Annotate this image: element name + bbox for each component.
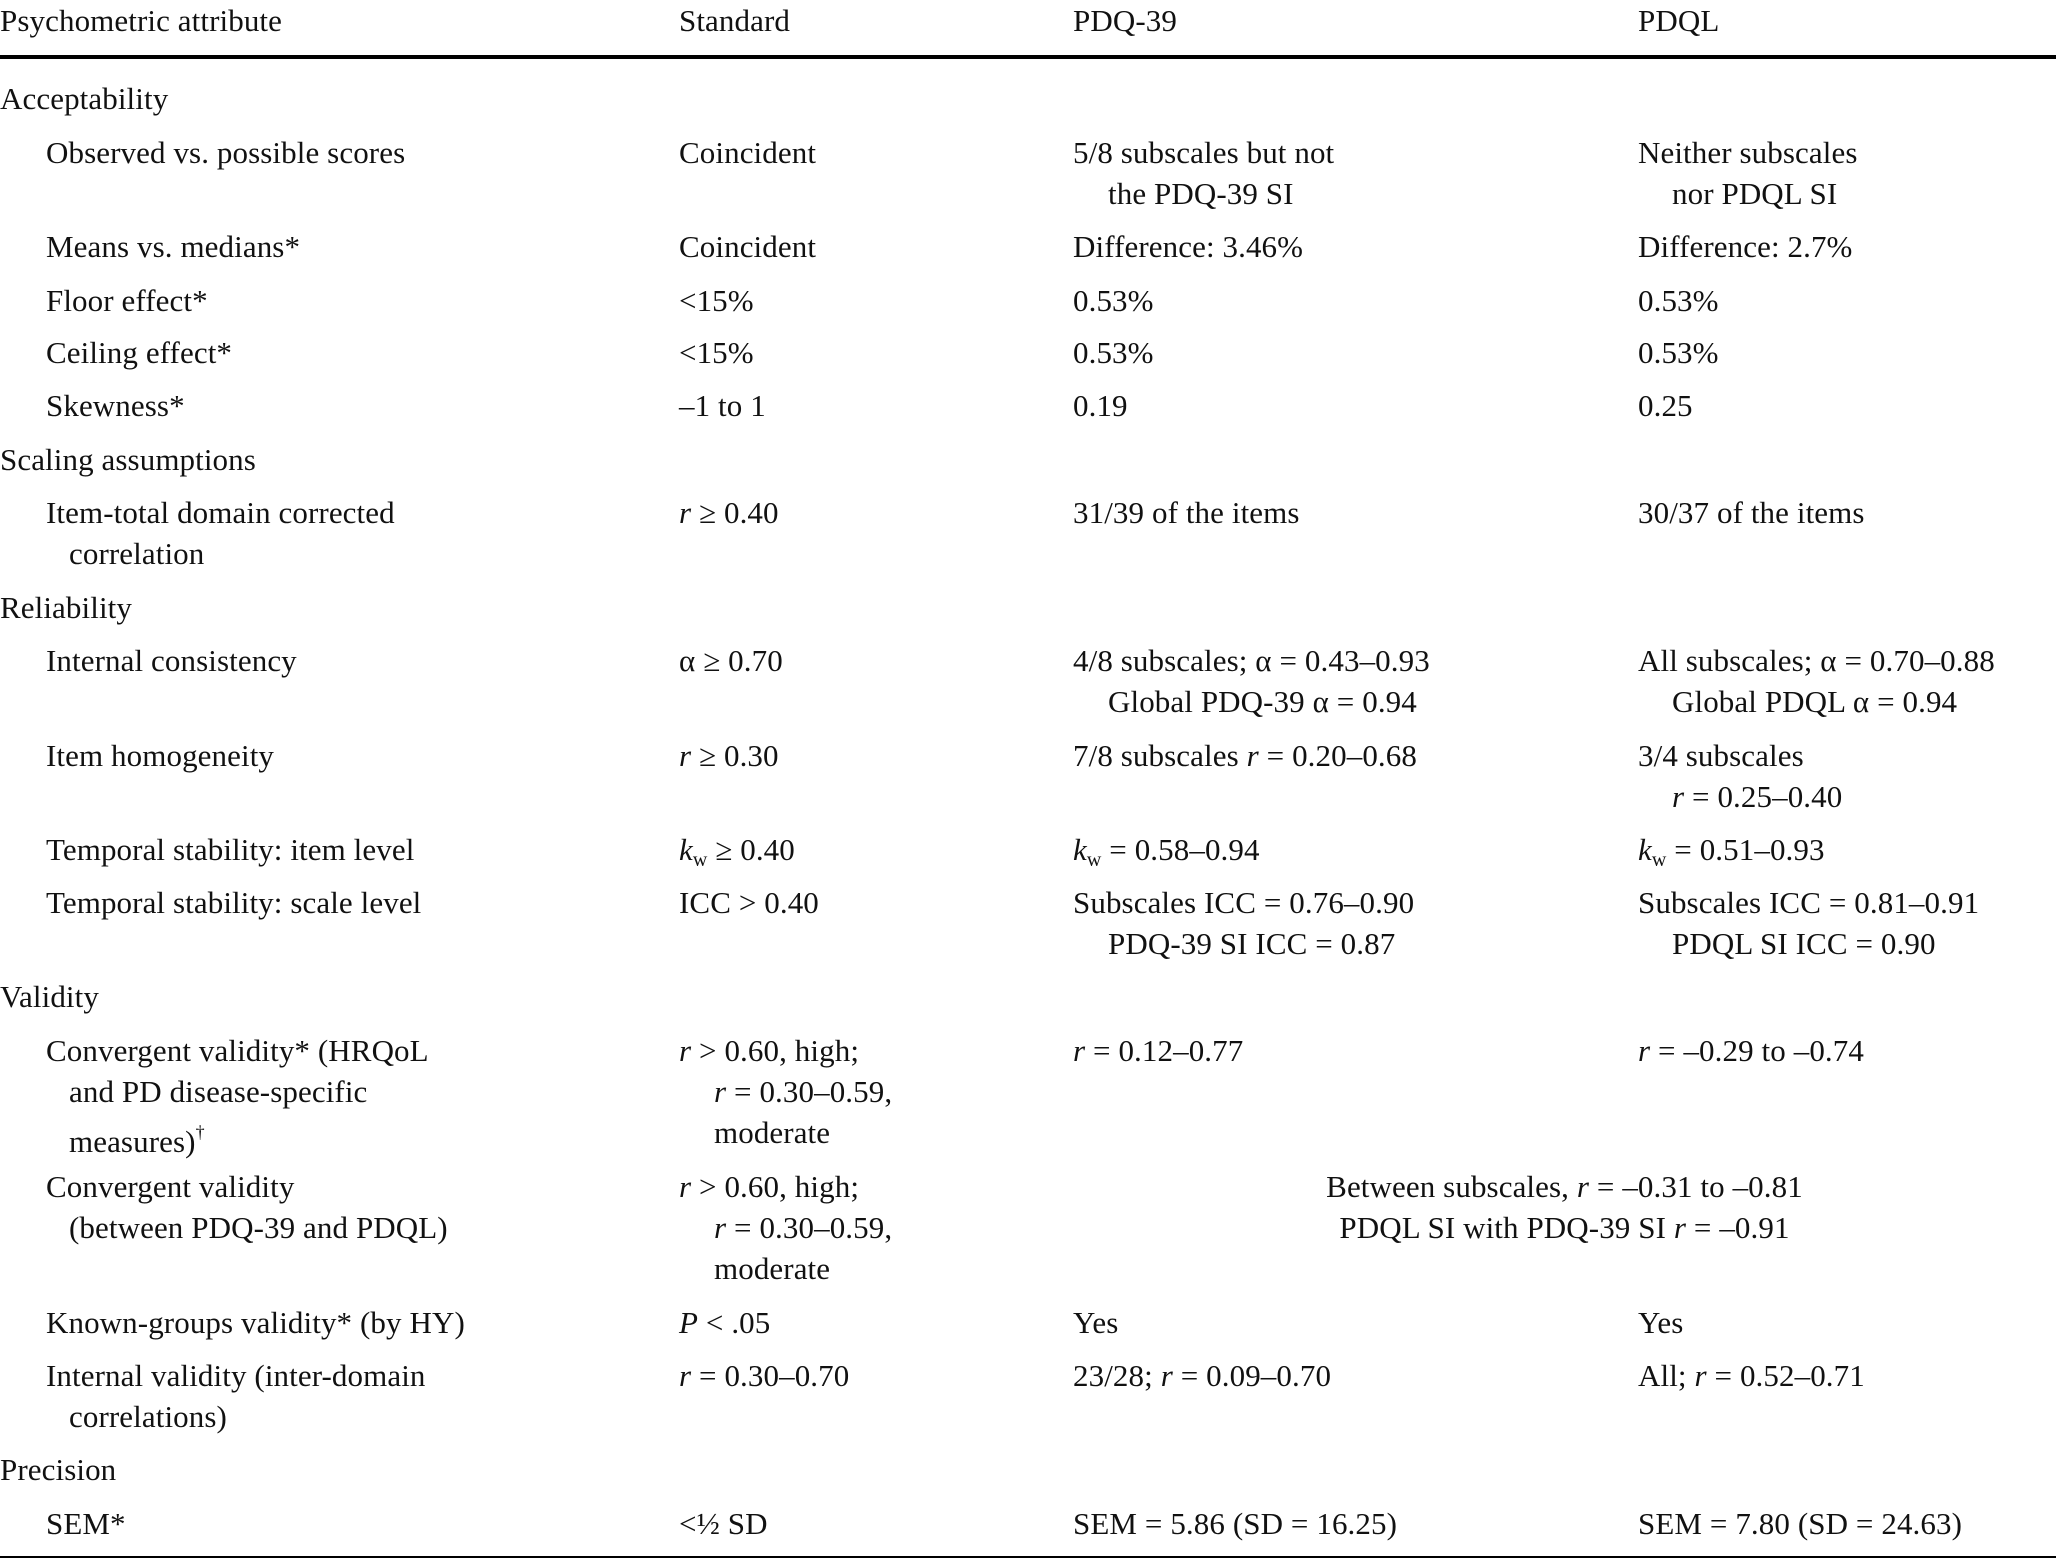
standard-cell: <15%: [679, 283, 754, 318]
pdq39-cell: Difference: 3.46%: [1073, 229, 1304, 264]
merged-result-cell: Between subscales, r = –0.31 to –0.81: [1326, 1169, 1803, 1204]
standard-cell: r > 0.60, high;: [679, 1033, 860, 1068]
pdq39-cell: 23/28; r = 0.09–0.70: [1073, 1358, 1332, 1393]
pdql-cell: Neither subscales: [1638, 135, 1858, 170]
section-heading: Validity: [0, 979, 99, 1014]
pdq39-cell: 0.53%: [1073, 283, 1154, 318]
standard-cell: moderate: [714, 1115, 831, 1150]
attribute-cell: Internal consistency: [46, 643, 297, 678]
pdql-cell: r = –0.29 to –0.74: [1638, 1033, 1864, 1068]
standard-cell: Coincident: [679, 229, 817, 264]
attribute-cell: Ceiling effect*: [46, 335, 233, 370]
pdql-cell: Global PDQL α = 0.94: [1672, 684, 1958, 719]
pdq39-cell: Subscales ICC = 0.76–0.90: [1073, 885, 1415, 920]
standard-cell: r ≥ 0.30: [679, 738, 779, 773]
pdql-cell: PDQL SI ICC = 0.90: [1672, 926, 1936, 961]
attribute-cell: measures)†: [69, 1122, 205, 1159]
attribute-cell: Item-total domain corrected: [46, 495, 395, 530]
pdql-cell: 0.53%: [1638, 283, 1719, 318]
standard-cell: α ≥ 0.70: [679, 643, 783, 678]
section-heading: Scaling assumptions: [0, 442, 256, 477]
pdq39-cell: 5/8 subscales but not: [1073, 135, 1335, 170]
standard-cell: –1 to 1: [679, 388, 766, 423]
header-standard: Standard: [679, 3, 790, 38]
standard-cell: Coincident: [679, 135, 817, 170]
standard-cell: <15%: [679, 335, 754, 370]
header-psychometric-attribute: Psychometric attribute: [0, 3, 282, 38]
attribute-cell: Means vs. medians*: [46, 229, 301, 264]
header-rule: [0, 55, 2056, 59]
pdql-cell: r = 0.25–0.40: [1672, 779, 1843, 814]
pdq39-cell: r = 0.12–0.77: [1073, 1033, 1244, 1068]
bottom-rule: [0, 1556, 2056, 1558]
standard-cell: ICC > 0.40: [679, 885, 819, 920]
pdql-cell: 0.25: [1638, 388, 1693, 423]
pdql-cell: All; r = 0.52–0.71: [1638, 1358, 1865, 1393]
attribute-cell: Item homogeneity: [46, 738, 275, 773]
pdql-cell: 0.53%: [1638, 335, 1719, 370]
pdq39-cell: SEM = 5.86 (SD = 16.25): [1073, 1506, 1398, 1541]
attribute-cell: (between PDQ-39 and PDQL): [69, 1210, 448, 1245]
attribute-cell: correlations): [69, 1399, 227, 1434]
header-pdql: PDQL: [1638, 3, 1720, 38]
pdq39-cell: 0.19: [1073, 388, 1128, 423]
pdq39-cell: 0.53%: [1073, 335, 1154, 370]
pdql-cell: 30/37 of the items: [1638, 495, 1865, 530]
attribute-cell: Observed vs. possible scores: [46, 135, 406, 170]
merged-result-cell: PDQL SI with PDQ-39 SI r = –0.91: [1339, 1210, 1790, 1245]
standard-cell: r = 0.30–0.59,: [714, 1210, 893, 1245]
attribute-cell: Known-groups validity* (by HY): [46, 1305, 465, 1340]
pdq39-cell: the PDQ-39 SI: [1108, 176, 1294, 211]
attribute-cell: Floor effect*: [46, 283, 208, 318]
pdq39-cell: 7/8 subscales r = 0.20–0.68: [1073, 738, 1417, 773]
standard-cell: r > 0.60, high;: [679, 1169, 860, 1204]
pdq39-cell: PDQ-39 SI ICC = 0.87: [1108, 926, 1396, 961]
pdql-cell: All subscales; α = 0.70–0.88: [1638, 643, 1995, 678]
pdq39-cell: Yes: [1073, 1305, 1119, 1340]
attribute-cell: Temporal stability: item level: [46, 832, 415, 867]
attribute-cell: Convergent validity* (HRQoL: [46, 1033, 429, 1068]
pdql-cell: $k_w = 0.51-0.93$: [1638, 832, 1825, 871]
pdq39-cell: 4/8 subscales; α = 0.43–0.93: [1073, 643, 1430, 678]
pdq39-cell: Global PDQ-39 α = 0.94: [1108, 684, 1417, 719]
pdql-cell: Yes: [1638, 1305, 1684, 1340]
section-heading: Acceptability: [0, 81, 169, 116]
standard-cell: $k_w \ge 0.40$: [679, 832, 795, 871]
header-pdq39: PDQ-39: [1073, 3, 1177, 38]
pdq39-cell: $k_w = 0.58-0.94$: [1073, 832, 1260, 871]
pdql-cell: Difference: 2.7%: [1638, 229, 1853, 264]
standard-cell: P < .05: [679, 1305, 771, 1340]
attribute-cell: and PD disease-specific: [69, 1074, 368, 1109]
attribute-cell: Internal validity (inter-domain: [46, 1358, 426, 1393]
standard-cell: moderate: [714, 1251, 831, 1286]
standard-cell: r ≥ 0.40: [679, 495, 779, 530]
section-heading: Reliability: [0, 590, 132, 625]
pdql-cell: 3/4 subscales: [1638, 738, 1804, 773]
section-heading: Precision: [0, 1452, 117, 1487]
standard-cell: r = 0.30–0.59,: [714, 1074, 893, 1109]
standard-cell: <½ SD: [679, 1506, 768, 1541]
pdql-cell: SEM = 7.80 (SD = 24.63): [1638, 1506, 1963, 1541]
attribute-cell: Temporal stability: scale level: [46, 885, 422, 920]
attribute-cell: correlation: [69, 536, 205, 571]
attribute-cell: Skewness*: [46, 388, 185, 423]
attribute-cell: SEM*: [46, 1506, 126, 1541]
pdql-cell: nor PDQL SI: [1672, 176, 1838, 211]
attribute-cell: Convergent validity: [46, 1169, 295, 1204]
pdql-cell: Subscales ICC = 0.81–0.91: [1638, 885, 1980, 920]
standard-cell: r = 0.30–0.70: [679, 1358, 850, 1393]
pdq39-cell: 31/39 of the items: [1073, 495, 1300, 530]
